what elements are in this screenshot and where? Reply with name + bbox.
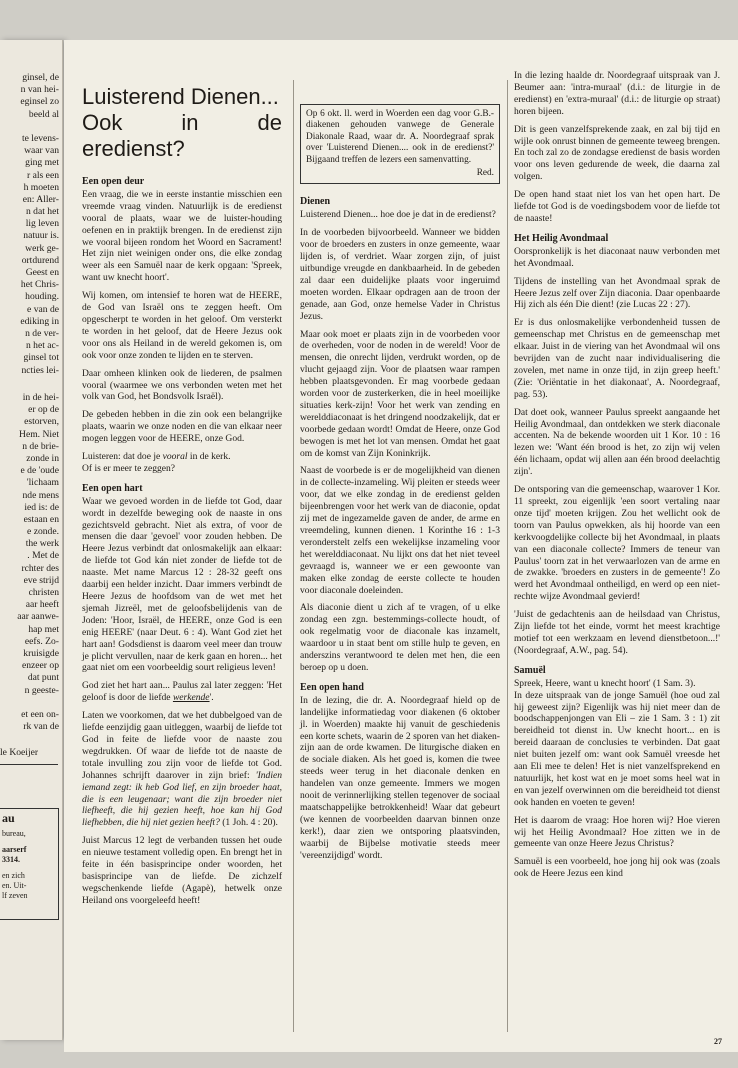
previous-page-box-line: au [2,811,15,825]
previous-page-line: beeld al [28,108,59,120]
paragraph: Tijdens de instelling van het Avondmaal sprak de Heere Jezus zelf over Zijn diaconia. Daar openbaarde Hij zich als één Die dient! (zie Lucas 22 : 27). [514,275,720,311]
previous-page-line: estaan en [23,513,59,525]
title-line-1: Luisterend Dienen... [82,84,279,109]
previous-page-line: lig leven [25,218,59,230]
previous-page-line: ied is: de [24,501,59,513]
page-number: 27 [714,1037,722,1046]
previous-page-line: het Chris- [20,279,59,291]
previous-page-line: kruisigde [23,647,59,659]
previous-page-line: hap met [28,623,59,635]
previous-page-line: the werk [25,538,59,550]
previous-page-line: h moeten [23,181,59,193]
previous-page-line: e zonde. [27,526,59,538]
magazine-page [64,40,738,1052]
paragraph: Een vraag, die we in eerste instantie misschien een vreemde vraag vinden. Natuurlijk is de eredienst vooral de plaats, waar we de luister-houding oefenen en in praktijk brengen. In de eredienst zijn we vooral bijeen rondom het Woord en Sacrament! Het zijn niet weinigen onder ons, die elke zondag weer als een Samuël naar de kerk opgaan: 'Spreek, want uw knecht hoort'. [82,188,282,284]
paragraph: Luisterend Dienen... hoe doe je dat in de eredienst? [300,209,496,221]
previous-page-line: ediking in [20,315,59,327]
previous-page-line: n de ver- [25,327,59,339]
previous-page-text-mid [0,392,59,733]
column-rule [507,80,508,1032]
previous-page-line: te levens- [21,132,59,144]
previous-page-line: e de 'oude [20,465,59,477]
paragraph: Luisteren: dat doe je vooral in de kerk. [82,451,231,463]
previous-page-line: nde mens [22,489,59,501]
paragraph: God ziet het hart aan... Paulus zal later zeggen: 'Het geloof is door de liefde werkende'. [82,680,282,704]
heading-open-deur: Een open deur [82,176,145,187]
heading-dienen: Dienen [300,196,330,208]
previous-page-line: er op de [28,404,59,416]
paragraph: De gebeden hebben in die zin ook een belangrijke plaats, waarin we onze noden en die van elkaar neer mogen leggen voor de HEERE, onze God. [82,409,282,445]
heading-samuel: Samuël [514,664,546,676]
paragraph: Samuël is een voorbeeld, hoe jong hij ook was (zoals ook de Heere Jezus een kind [514,856,720,880]
previous-page-line: e van de [27,303,59,315]
previous-page-text-top [0,72,59,377]
previous-page-box-line: 3314. [2,855,20,864]
previous-page-line: 'lichaam [26,477,59,489]
previous-page-line: houding. [25,291,59,303]
previous-page-line: ncties lei- [21,364,59,376]
paragraph: De ontsporing van die gemeenschap, waarover 1 Kor. 11 spreekt, zou eigenlijk 'een soort vertaling naar onze tijd' moeten krijgen. Zou het wellicht ook de toorn van Paulus opwekken, als hij hoorde van een kerkvoogdelijke collecte bij het Avondmaal, in plaats van een diaconale collecte? Immers de teneur van Paulus' toorn zat in het verwaarlozen van de arme en de zwakke. 'broeders en zusters in de gemeente'! Zo werd het Avondmaal ontheiligd, en werd op een niet-rechte wijze Avondmaal gevierd! [514,484,720,603]
paragraph: Spreek, Heere, want u knecht hoort' (1 Sam. 3). [514,677,696,689]
paragraph: In deze uitspraak van de jonge Samuël (hoe oud zal hij geweest zijn? Eigenlijk was hij niet meer dan de boodschappenjongen van Eli – zie 1 Sam. 3 : 1) zit bereidheid tot dienst in. Uw knecht hoort... en is bereid daaraan de conclusies te verbinden. Dat gaat niet buiten jezelf om: want ook Samuël vreesde het aan Eli mee te delen! Het is niet vanzelfsprekend en natuurlijk, het kost wat en je moet soms heel wat in en van jezelf overwinnen om die bereidheid tot dienst ook handen en voeten te geven! [514,689,720,808]
previous-page-line: natuur is. [23,230,59,242]
title-line-2: Ook in de eredienst? [82,110,282,161]
previous-page-line [0,697,59,709]
paragraph: Laten we voorkomen, dat we het dubbelgoed van de liefde eenzijdig gaan uitleggen, waarbij de liefde tot God in feite de liefde voor de naaste zou wegdrukken. Of waar de liefde tot de naaste de totale invulling zou zijn voor de liefde tot God. Johannes schrijft daarover in zijn brief: 'Indien iemand zegt: ik heb God lief, en zijn broeder haat, die is een leugenaar; want die zijn broeder niet liefheeft, die hij gezien heeft, hoe kan hij God liefhebben, die hij niet gezien heeft? (1 Joh. 4 : 20). [82,710,282,829]
paragraph: Naast de voorbede is er de mogelijkheid van dienen in de collecte-inzameling. Wij pleiten er steeds weer voor, dat we elke zondag in de eredienst gelden bijeenbrengen voor het werk van de diaconie, opdat zij met de ingezamelde gaven de ander, de arme en vreemdeling, kunnen dienen. 1 Korinthe 16 : 1-3 veronderstelt zelfs een wekelijkse inzameling voor het werelddiaconaat. Nu lijkt ons dat het niet teveel gevraagd is, wanneer we er een gewoonte van maken elke zondag de eerste collecte te houden voor diaconale doeleinden. [300,465,500,596]
previous-page-line: n dat het [25,206,59,218]
previous-page-box-line: lf zeven [2,891,28,900]
paragraph: Daar omheen klinken ook de liederen, de psalmen vooral (waarmee we ons verbonden weten met het volk van God, het Bondsvolk Israël). [82,367,282,403]
previous-page-line: Geest en [25,267,59,278]
previous-page-line: waar van [24,145,59,157]
intro-box: Op 6 okt. ll. werd in Woerden een dag voor G.B.-diakenen gehouden vanwege de Generale Diakonale Raad, waar dr. A. Noordegraaf sprak over 'Luisterend Dienen.... ook in de eredienst?' Bijgaand treffen de lezers een samenvatting. Red. [300,104,500,184]
previous-page-line: ginsel, de [22,72,59,83]
paragraph: Er is dus onlosmakelijke verbondenheid tussen de gemeenschap met Christus en de gemeenschap met elkaar. Juist in de viering van het Avondmaal wil ons bevrijden van de zucht naar individualisering die zovelen, met name in onze tijd, in zijn greep heeft.' (Zie: 'Oriëntatie in het diakonaat', A. Noordegraaf, pag. 53). [514,317,720,400]
previous-page-line: en: Aller- [22,193,59,205]
column-2 [300,104,500,867]
previous-page-box-line: bureau, [2,829,26,838]
previous-page-line: et een on- [21,708,59,720]
previous-page-line: christen [28,587,59,598]
previous-page-line: n van hei- [20,84,59,96]
previous-page-box-line: aarserf [2,845,27,854]
paragraph: Maar ook moet er plaats zijn in de voorbeden voor de overheden, voor de noden in de wereld! Voor de mensen, die onrecht lijden, verdrukt worden, op de vlucht gejaagd zijn. Voor de plaatsen waar rampen hebben plaatsgevonden. Er mag voorbede gedaan worden voor de zusterkerken, die in heel moeilijke situaties kerk-zijn! Voor het werk van zending en werelddiaconaat is het dringend noodzakelijk, dat er voorbede gedaan wordt! Omdat de Heere, onze God bewogen is met het lot van mensen. Omdat het gaat om de komst van Zijn Koninkrijk. [300,328,500,459]
paragraph: Juist Marcus 12 legt de verbanden tussen het oude en nieuwe testament volledig open. En brengt het in feite in één basisprincipe onder woorden, het basisprincipe van de liefde. De zichzelf wegschenkende liefde (Agapè), hetwelk onze Heiland ons voorgeleefd heeft! [82,835,282,906]
paragraph: In die lezing haalde dr. Noordegraaf uitspraak van J. Beumer aan: 'intra-muraal' (d.i.: de liturgie in de eredienst) en 'extra-muraal' (d.i.: de liturgie op straat) horen bijeen. [514,70,720,117]
previous-page-rule [0,764,58,765]
previous-page-line: zonde in [26,452,59,464]
previous-page-line: r als een [27,169,59,181]
previous-page-box-line: en. Uit- [2,881,27,890]
previous-page-line: n de brie- [22,440,59,452]
previous-page-box [0,808,59,920]
previous-page-line [0,121,59,133]
previous-page-line: enzeer op [21,660,59,672]
paragraph: Waar we gevoed worden in de liefde tot God, daar wordt in dezelfde beweging ook de naaste in ons gezichtsveld gebracht. Niet als extra, of voor de mensen die daar 'gevoel' voor zouden hebben. De Heere Jezus verbindt dat onlosmakelijk aan elkaar: de liefde tot God kán niet zonder de liefde tot de naaste. Met name Marcus 12 : 28-32 geeft ons daarbij een helder inzicht. Daar immers verbindt de Heere Jezus de hoofdsom van de wet met het sjemah Jizreël, met de geloofsbelijdenis van de Joden: 'Hoor, Israël, de HEERE, onze God is een enig HEERE' (naar Deut. 6 : 4). Want God ziet het hart aan! Godsdienst is daarom veel meer dan trouw je plicht vervullen, naar de kerk gaan en horen... het gaat niet om een voorbeeldig sourt religieus leven! [82,495,282,674]
previous-page-line: aar heeft [25,599,59,611]
previous-page-box-line: en zich [2,871,25,880]
previous-page-line: eve strijd [23,574,59,586]
paragraph: Als diaconie dient u zich af te vragen, of u elke zondag een zgn. bestemmings-collecte houdt, of ook regelmatig voor de diaconale kas inzamelt, waardoor u in staat bent om stille hulp te geven, en anderszins verantwoord te delen met hen, die een beroep op u doen. [300,602,500,673]
paragraph: Dat doet ook, wanneer Paulus spreekt aangaande het Heilig Avondmaal, dan ontdekken we sterk diaconale accenten. Na de bekende woorden uit 1 Kor. 10 : 16 lezen we: 'Want één brood is het, zo zijn wij velen één lichaam, opdat wij allen aan één brood deelachtig zijn'. [514,406,720,478]
previous-page-line: ging met [25,157,59,169]
paragraph: In de voorbeden bijvoorbeeld. Wanneer we bidden voor de broeders en zusters in onze gemeente, waar lijden is, of verdriet. Waar zorgen zijn, of juist uitbundige vreugde en dankbaarheid. In de gebeden zal daar een duidelijke plaats voor ingeruimd moeten worden. Elkaar opdragen aan de troon der genade, aan God, onze hemelse Vader in Christus Jezus. [300,227,500,322]
column-1 [82,40,282,913]
paragraph: 'Juist de gedachtenis aan de heilsdaad van Christus, Zijn liefde tot het einde, vormt het meest krachtige motief tot een werkzaam en levend dienstbetoon...!' (Noordegraaf, A.W., pag. 54). [514,609,720,656]
paragraph: Het is daarom de vraag: Hoe horen wij? Hoe vieren wij het Heilig Avondmaal? Hoe zitten we in de gemeente van onze Heere Jezus Christus? [514,814,720,850]
paragraph: De open hand staat niet los van het open hart. De liefde tot God is de voedingsbodem voor de liefde tot de naaste! [514,189,720,224]
previous-page-signature: le Koeijer [0,747,39,758]
paragraph: Dit is geen vanzelfsprekende zaak, en zal bij tijd en wijle ook onrust binnen de gemeente teweeg brengen. En toch zal zo de zondagse eredienst de basis worden voor ons leven gedurende de week, die daarna zal volgen. [514,123,720,183]
previous-page-line: aar aanwe- [17,611,59,623]
previous-page-line: eginsel zo [20,96,59,108]
previous-page-line: werk ge- [25,242,59,254]
previous-page-line: dat punt [27,672,59,684]
heading-open-hart: Een open hart [82,482,143,494]
article-title [82,84,282,162]
previous-page-line: n het ac- [25,340,59,352]
previous-page-line: rchter des [21,562,59,574]
paragraph: In de lezing, die dr. A. Noordegraaf hield op de landelijke informatiedag voor diakenen (6 oktober jl. in Woerden) maakte hij vanuit de geschiedenis een korte schets, waarin de 2 sporen van het diaken-zijn aan de orde kwamen. De liturgische diaken en de sociale diaken. Als het goed is, komen die twee steeds weer terug in het diaconale denken en handelen van onze gemeente. Immers we mogen nooit de verinnerlijking stellen tegenover de sociaal maatschappelijke betrokkenheid! Waar dat gebeurt (we kennen de voorbeelden daarvan binnen onze kerk!), daar zien we ontsporing plaatsvinden, waarbij de Bijbelse motivatie steeds meer 'vereenzijdigd' wordt. [300,694,500,861]
heading-avondmaal: Het Heilig Avondmaal [514,232,609,244]
previous-page-line: eefs. Zo- [24,635,59,647]
previous-page-line: Hem. Niet [19,428,59,440]
previous-page-line: n geeste- [24,684,59,696]
paragraph: Oorspronkelijk is het diaconaat nauw verbonden met het Avondmaal. [514,245,720,269]
previous-page-line: . Met de [27,550,59,562]
previous-page-line: estorven, [24,416,59,428]
paragraph: Wij komen, om intensief te horen wat de HEERE, de God van Israël ons te zeggen heeft. Om opgescherpt te worden in het geloof. Om versterkt te worden in het geloof, dat de Heere Jezus ook voor ons als Heiland in de wereld gekomen is, om ook voor onze zonden te lijden en te sterven. [82,290,282,361]
column-rule [293,80,294,1032]
previous-page-line: rk van de [23,721,59,733]
heading-open-hand: Een open hand [300,681,364,693]
previous-page-line: in de hei- [22,392,59,403]
previous-page-line: ortdurend [21,254,59,266]
column-3 [514,70,720,886]
previous-page-line: ginsel tot [23,352,59,364]
paragraph: Of is er meer te zeggen? [82,462,176,474]
previous-page-fragment [0,40,63,1040]
